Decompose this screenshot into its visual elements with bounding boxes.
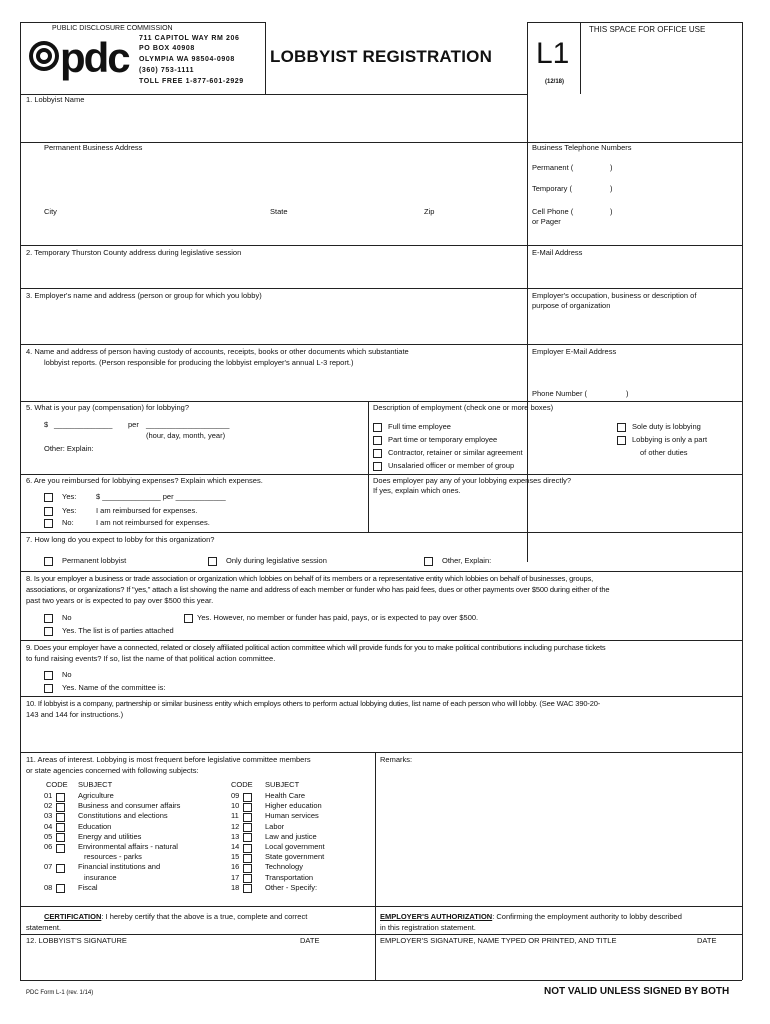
certification-text [44, 913, 307, 922]
subject-checkbox[interactable] [243, 874, 252, 883]
full-time-label: Full time employee [388, 422, 451, 431]
certification-body: : I hereby certify that the above is a true, complete and correct [101, 912, 308, 921]
pac-yes-checkbox[interactable] [44, 684, 53, 693]
subject-label: Constitutions and elections [78, 811, 168, 821]
subject-label-continued: resources - parks [84, 852, 142, 862]
subject-label: Law and justice [265, 831, 317, 841]
pdc-logo [24, 34, 136, 82]
subject-label: Other - Specify: [265, 882, 318, 892]
employment-desc-label: Description of employment (check one or more boxes) [373, 403, 554, 412]
subject-checkbox[interactable] [56, 823, 65, 832]
subject-checkbox[interactable] [243, 854, 252, 863]
subject-code: 10 [231, 801, 240, 811]
employer-date-label: DATE [697, 936, 717, 945]
form-date: (12/18) [545, 79, 565, 85]
pay-per: per [128, 420, 139, 429]
temporary-phone-label: Temporary ( [532, 184, 573, 193]
lobbyist-entity-line-1: 10. If lobbyist is a company, partnership or similar business entity which employs others to perform actual lobbying duties, list name of each person who will lobby. (See WAC 390-20- [26, 699, 601, 708]
reimbursed-no-checkbox[interactable] [44, 519, 53, 528]
perm-address-field[interactable] [21, 154, 526, 204]
certification-head: CERTIFICATION [44, 912, 102, 921]
subject-label: Business and consumer affairs [78, 801, 181, 811]
zip-label: Zip [424, 207, 435, 216]
permanent-phone-close: ) [610, 163, 613, 172]
subject-label: Education [78, 821, 112, 831]
session-only-label: Only during legislative session [226, 556, 327, 565]
form-code: L1 [536, 37, 570, 70]
permanent-lobbyist-label: Permanent lobbyist [62, 556, 127, 565]
employer-pays-label: Does employer pay any of your lobbying expenses directly? [373, 476, 572, 485]
interest-line-1: 11. Areas of interest. Lobbying is most frequent before legislative committee members [26, 755, 311, 764]
subject-header-left: SUBJECT [78, 780, 113, 789]
office-use-label: THIS SPACE FOR OFFICE USE [589, 25, 706, 34]
sole-duty-label: Sole duty is lobbying [632, 422, 701, 431]
employer-signature-field[interactable] [377, 947, 739, 977]
other-duration-checkbox[interactable] [424, 557, 433, 566]
pay-amount-blank[interactable]: ______________ [54, 420, 113, 429]
subject-checkbox[interactable] [56, 833, 65, 842]
subject-code: 17 [231, 872, 240, 882]
pay-dollar: $ [44, 420, 49, 429]
subject-checkbox[interactable] [243, 823, 252, 832]
subject-code: 07 [44, 862, 53, 872]
trade-assoc-line-3: past two years or is expected to pay over $500 this year. [26, 596, 214, 605]
cell-phone-label: Cell Phone ( [532, 207, 574, 216]
subject-label: Transportation [265, 872, 314, 882]
subject-code: 12 [231, 821, 240, 831]
subject-label: Agriculture [78, 791, 114, 800]
pac-no-checkbox[interactable] [44, 671, 53, 680]
subject-code: 14 [231, 842, 240, 851]
svg-text:pdc: pdc [60, 34, 129, 81]
employer-email-label: Employer E-Mail Address [532, 347, 617, 356]
reimbursed-yes-checkbox[interactable] [44, 507, 53, 516]
pac-line-2: to fund raising events? If so, list the name of that political action committee. [26, 654, 276, 663]
subject-label: Local government [265, 842, 325, 851]
reimbursed-label: 6. Are you reimbursed for lobbying expenses? Explain which expenses. [26, 476, 263, 485]
contractor-label: Contractor, retainer or similar agreement [388, 448, 523, 457]
lobbyist-signature-label: 12. LOBBYIST'S SIGNATURE [26, 936, 127, 945]
subject-checkbox[interactable] [56, 864, 65, 873]
trade-assoc-yes-none-checkbox[interactable] [184, 614, 193, 623]
code-header-right: CODE [231, 780, 253, 789]
part-time-checkbox[interactable] [373, 436, 382, 445]
subject-code: 01 [44, 791, 53, 800]
lobbyist-entity-line-2: 143 and 144 for instructions.) [26, 710, 124, 719]
employer-auth-body: : Confirming the employment authority to lobby described [492, 912, 682, 921]
pager-label: or Pager [532, 217, 561, 226]
form-title: LOBBYIST REGISTRATION [270, 47, 493, 66]
lobbying-part-checkbox[interactable] [617, 436, 626, 445]
subject-code: 06 [44, 842, 53, 851]
subject-checkbox[interactable] [56, 803, 65, 812]
address-line: 711 CAPITOL WAY RM 206 [139, 35, 240, 42]
custodian-label: 4. Name and address of person having custody of accounts, receipts, books or other documents which substantiate [26, 347, 409, 356]
subject-label: State government [265, 852, 325, 862]
valid-notice: NOT VALID UNLESS SIGNED BY BOTH [544, 986, 730, 997]
trade-assoc-no-checkbox[interactable] [44, 614, 53, 623]
temporary-phone-close: ) [610, 184, 613, 193]
agency-name: PUBLIC DISCLOSURE COMMISSION [52, 25, 173, 32]
phone-number-label: Phone Number ( [532, 389, 588, 398]
employer-occupation-label-2: purpose of organization [532, 301, 611, 310]
employer-pays-label-2: If yes, explain which ones. [373, 486, 461, 495]
permanent-phone-label: Permanent ( [532, 163, 574, 172]
subject-code: 03 [44, 811, 53, 821]
address-line: TOLL FREE 1-877-601-2929 [139, 78, 244, 85]
subject-label: Human services [265, 811, 319, 821]
subject-code: 18 [231, 882, 240, 892]
pay-label: 5. What is your pay (compensation) for lobbying? [26, 403, 189, 412]
trade-assoc-yes-list-label: Yes. The list is of parties attached [62, 626, 174, 635]
session-only-checkbox[interactable] [208, 557, 217, 566]
subject-checkbox[interactable] [243, 864, 252, 873]
subject-checkbox[interactable] [243, 844, 252, 853]
subject-label-continued: insurance [84, 872, 117, 882]
reimbursed-yes-amount-label: Yes: [62, 492, 77, 501]
unsalaried-label: Unsalaried officer or member of group [388, 461, 515, 470]
lobbyist-date-label: DATE [300, 936, 320, 945]
subject-code: 08 [44, 882, 53, 892]
temp-address-label: 2. Temporary Thurston County address during legislative session [26, 248, 242, 257]
subject-code: 09 [231, 791, 240, 800]
trade-assoc-yes-none-label: Yes. However, no member or funder has paid, pays, or is expected to pay over $500. [197, 613, 479, 622]
reimbursed-yes-amount-blank[interactable]: $ ______________ per ____________ [96, 492, 226, 501]
subject-label: Environmental affairs - natural [78, 842, 178, 851]
email-label: E-Mail Address [532, 248, 583, 257]
employer-occupation-label: Employer's occupation, business or description of [532, 291, 697, 300]
contractor-checkbox[interactable] [373, 449, 382, 458]
subject-code: 13 [231, 831, 240, 841]
permanent-lobbyist-checkbox[interactable] [44, 557, 53, 566]
subject-label: Labor [265, 821, 285, 831]
custodian-label-2: lobbyist reports. (Person responsible for producing the lobbyist employer's annual L-3 report.) [44, 358, 354, 367]
pay-period-blank[interactable]: ____________________ [146, 420, 230, 429]
subject-label: Fiscal [78, 882, 98, 892]
subject-checkbox[interactable] [243, 884, 252, 893]
subject-code: 05 [44, 831, 53, 841]
interest-line-2: or state agencies concerned with following subjects: [26, 766, 199, 775]
part-time-label: Part time or temporary employee [388, 435, 498, 444]
pay-period-hint: (hour, day, month, year) [146, 431, 226, 440]
city-label: City [44, 207, 57, 216]
other-duration-label: Other, Explain: [442, 556, 492, 565]
phone-numbers-label: Business Telephone Numbers [532, 143, 632, 152]
reimbursed-yes-amount-checkbox[interactable] [44, 493, 53, 502]
lobbyist-name-field[interactable] [21, 106, 526, 140]
subject-checkbox[interactable] [56, 884, 65, 893]
trade-assoc-line-1: 8. Is your employer a business or trade association or organization which lobbies on behalf of its members or a representative entity which lobbies on behalf of businesses, groups, [26, 574, 594, 583]
subject-checkbox[interactable] [56, 793, 65, 802]
unsalaried-checkbox[interactable] [373, 462, 382, 471]
subject-label: Technology [265, 862, 303, 872]
subject-code: 16 [231, 862, 240, 872]
subject-label: Energy and utilities [78, 831, 142, 841]
duration-label: 7. How long do you expect to lobby for this organization? [26, 535, 215, 544]
remarks-label: Remarks: [380, 755, 413, 764]
trade-assoc-line-2: associations, or organizations? If "yes," attach a list showing the name and address of each member or funder who has paid fees, dues or other payments over $500 during either of the [26, 585, 610, 594]
subject-header-right: SUBJECT [265, 780, 300, 789]
subject-checkbox[interactable] [243, 813, 252, 822]
lobbying-part-label: Lobbying is only a part [632, 435, 708, 444]
lobbyist-name-label: 1. Lobbyist Name [26, 95, 85, 104]
subject-label: Financial institutions and [78, 862, 161, 872]
subject-checkbox[interactable] [243, 793, 252, 802]
employer-auth-text-2: in this registration statement. [380, 923, 476, 932]
subject-checkbox[interactable] [56, 813, 65, 822]
subject-label: Higher education [265, 801, 322, 811]
subject-code: 15 [231, 852, 240, 862]
sole-duty-checkbox[interactable] [617, 423, 626, 432]
certification-text-2: statement. [26, 923, 62, 932]
employer-auth-text [380, 913, 682, 922]
employer-name-label: 3. Employer's name and address (person or group for which you lobby) [26, 291, 262, 300]
cell-phone-close: ) [610, 207, 613, 216]
subject-code: 11 [231, 811, 239, 821]
phone-number-close: ) [626, 389, 629, 398]
lobbying-part-label-2: of other duties [640, 448, 688, 457]
address-line: PO BOX 40908 [139, 45, 195, 52]
subject-code: 02 [44, 801, 53, 811]
reimbursed-no-text: I am not reimbursed for expenses. [96, 518, 210, 527]
subject-checkbox[interactable] [56, 844, 65, 853]
form-id: PDC Form L-1 (rev. 1/14) [26, 990, 94, 996]
address-line: OLYMPIA WA 98504-0908 [139, 56, 235, 63]
employer-auth-head: EMPLOYER'S AUTHORIZATION [380, 912, 493, 921]
subject-checkbox[interactable] [243, 833, 252, 842]
subject-code: 04 [44, 821, 53, 831]
trade-assoc-no-label: No [62, 613, 72, 622]
address-line: (360) 753-1111 [139, 67, 195, 74]
reimbursed-yes-text: I am reimbursed for expenses. [96, 506, 198, 515]
reimbursed-yes-label: Yes: [62, 506, 77, 515]
pac-yes-label: Yes. Name of the committee is: [62, 683, 166, 692]
full-time-checkbox[interactable] [373, 423, 382, 432]
trade-assoc-yes-list-checkbox[interactable] [44, 627, 53, 636]
pac-line-1: 9. Does your employer have a connected, related or closely affiliated political action committee which will provide funds for you to make political contributions including purchase tickets [26, 643, 606, 652]
reimbursed-no-label: No: [62, 518, 74, 527]
remarks-field[interactable] [377, 766, 739, 904]
lobbyist-signature-field[interactable] [21, 947, 373, 977]
state-label: State [270, 207, 288, 216]
pay-other: Other: Explain: [44, 444, 94, 453]
pac-no-label: No [62, 670, 72, 679]
code-header-left: CODE [46, 780, 68, 789]
subject-label: Health Care [265, 791, 306, 800]
employer-signature-label: EMPLOYER'S SIGNATURE, NAME TYPED OR PRINTED, AND TITLE [380, 936, 617, 945]
subject-checkbox[interactable] [243, 803, 252, 812]
perm-address-label: Permanent Business Address [44, 143, 143, 152]
